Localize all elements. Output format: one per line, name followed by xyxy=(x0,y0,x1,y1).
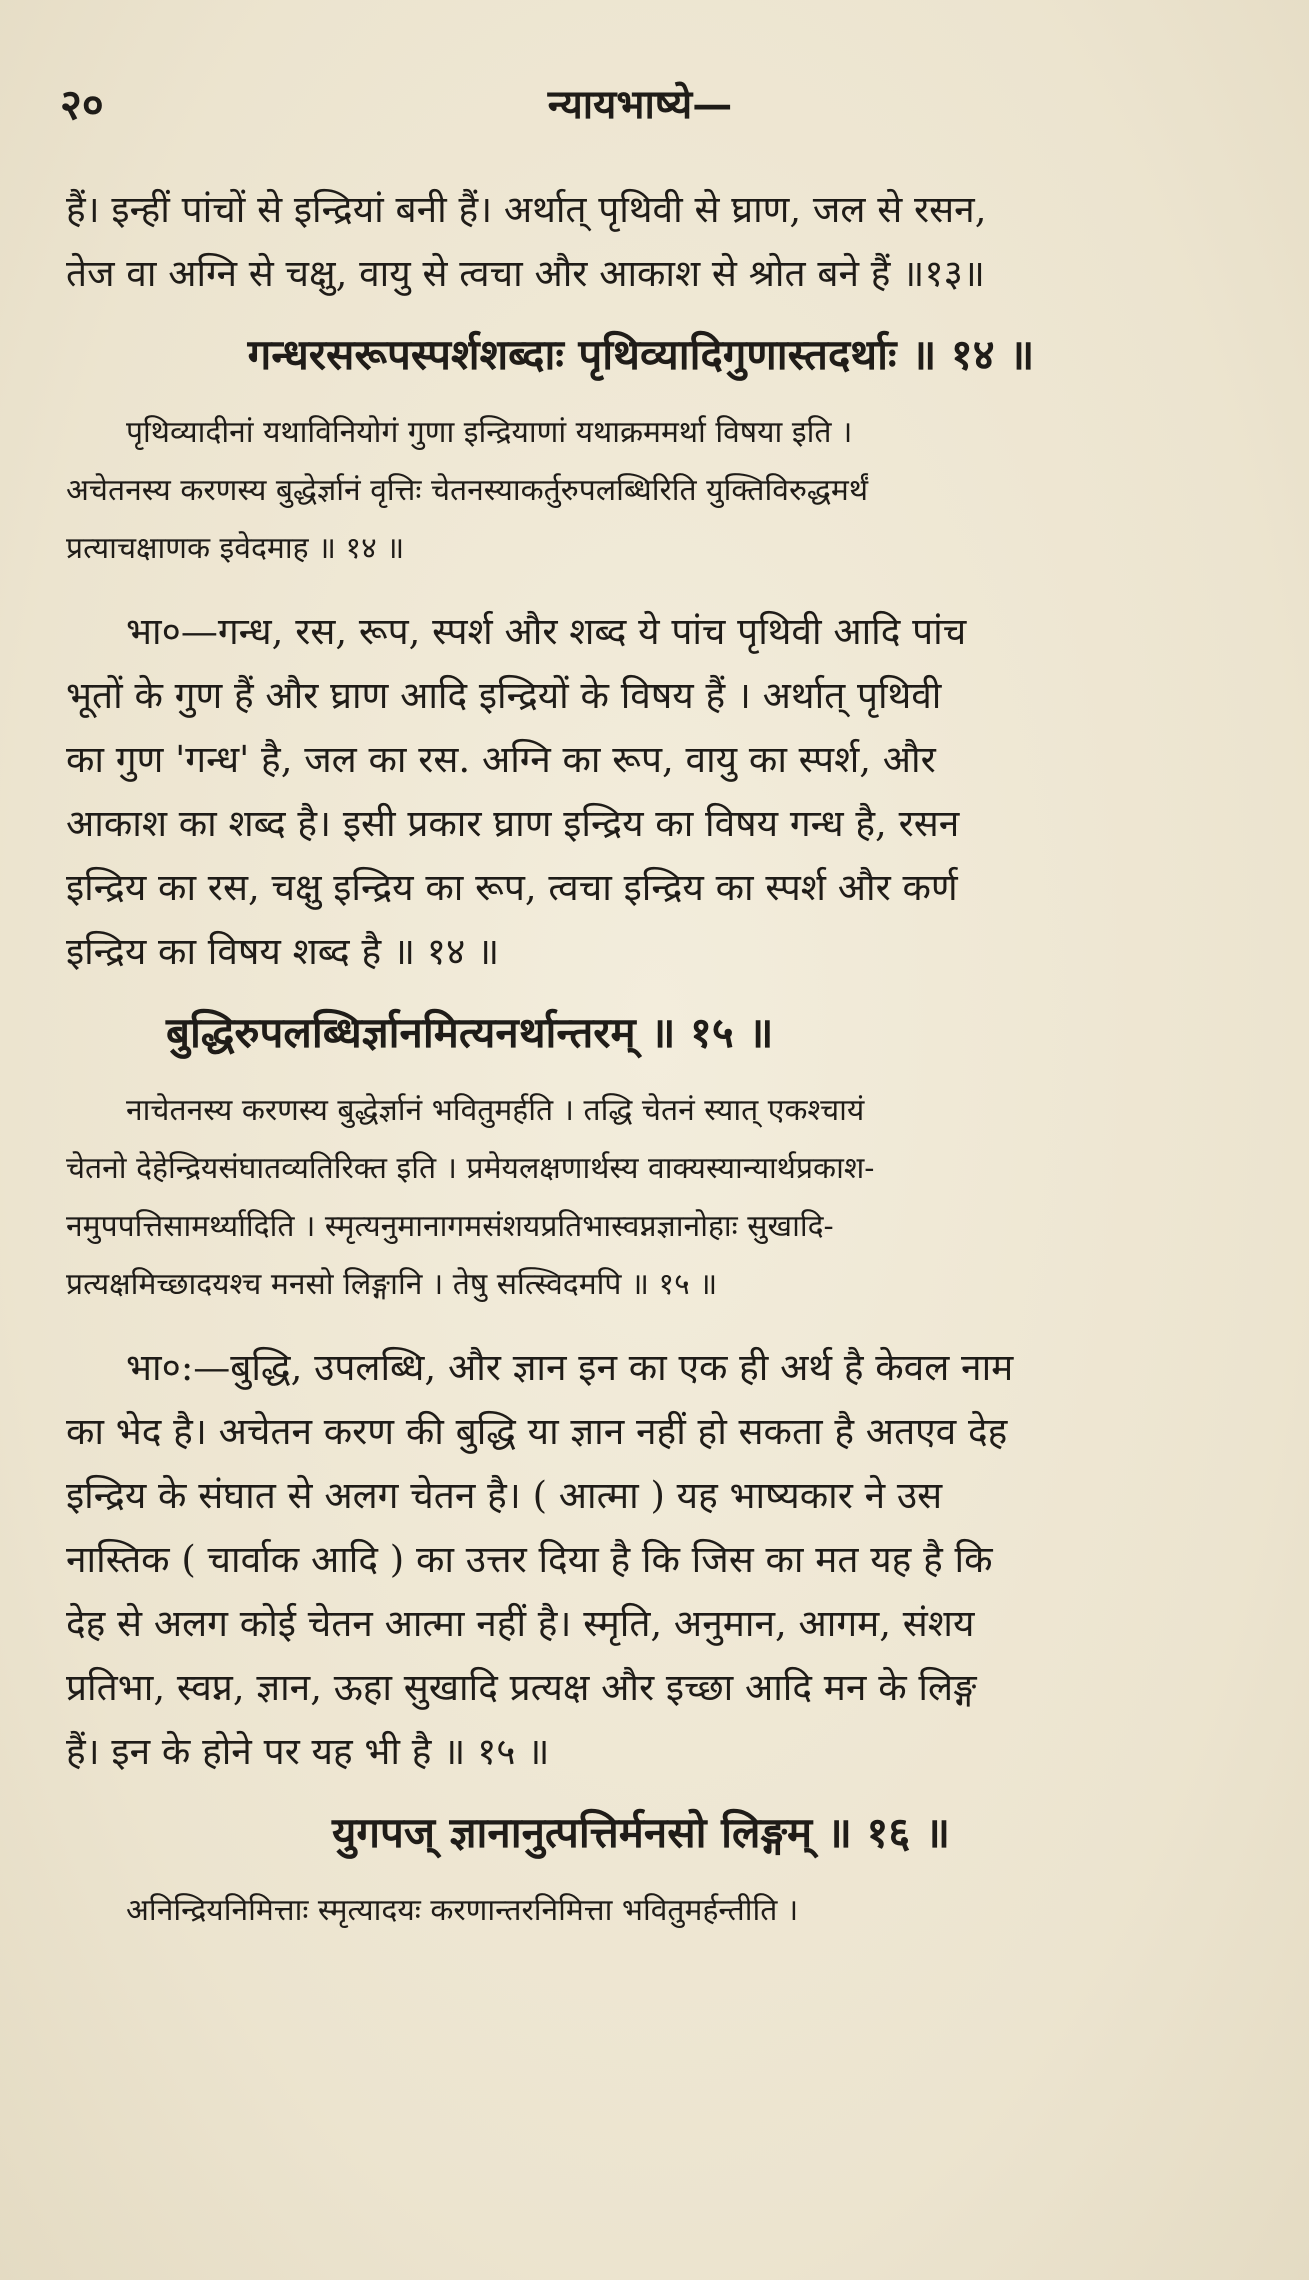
text-line: भा०:—बुद्धि, उपलब्धि, और ज्ञान इन का एक ही अर्थ है केवल नाम xyxy=(126,1346,1014,1389)
text-line: प्रतिभा, स्वप्न, ज्ञान, ऊहा सुखादि प्रत्यक्ष और इच्छा आदि मन के लिङ्ग xyxy=(66,1666,977,1709)
text-line: इन्द्रिय का रस, चक्षु इन्द्रिय का रूप, त्वचा इन्द्रिय का स्पर्श और कर्ण xyxy=(66,866,958,909)
text-line: पृथिव्यादीनां यथाविनियोगं गुणा इन्द्रियाणां यथाक्रममर्था विषया इति । xyxy=(126,415,853,450)
text-line: देह से अलग कोई चेतन आत्मा नहीं है। स्मृति, अनुमान, आगम, संशय xyxy=(66,1602,975,1645)
text-line: इन्द्रिय का विषय शब्द है ॥ १४ ॥ xyxy=(66,930,500,973)
text-line: नाचेतनस्य करणस्य बुद्धेर्ज्ञानं भवितुमर्हति । तद्धि चेतनं स्यात् एकश्चायं xyxy=(126,1093,865,1128)
sanskrit-commentary-16 xyxy=(66,1882,1216,1940)
text-line: अचेतनस्य करणस्य बुद्धेर्ज्ञानं वृत्तिः चेतनस्याकर्तुरुपलब्धिरिति युक्तिविरुद्धमर्थं xyxy=(66,473,868,508)
text-line: का भेद है। अचेतन करण की बुद्धि या ज्ञान नहीं हो सकता है अतएव देह xyxy=(66,1410,1008,1453)
sutra-16: युगपज् ज्ञानानुत्पत्तिर्मनसो लिङ्गम् ॥ १६ ॥ xyxy=(331,1808,951,1857)
text-line: का गुण 'गन्ध' है, जल का रस. अग्नि का रूप, वायु का स्पर्श, और xyxy=(66,738,936,781)
page-body xyxy=(66,178,1216,1940)
page-header xyxy=(60,75,1220,135)
text-line: अनिन्द्रियनिमित्ताः स्मृत्यादयः करणान्तरनिमित्ता भवितुमर्हन्तीति । xyxy=(126,1893,799,1928)
text-line: हैं। इन्हीं पांचों से इन्द्रियां बनी हैं। अर्थात् पृथिवी से घ्राण, जल से रसन, xyxy=(66,188,987,231)
text-line: हैं। इन के होने पर यह भी है ॥ १५ ॥ xyxy=(66,1730,550,1773)
sutra-14: गन्धरसरूपस्पर्शशब्दाः पृथिव्यादिगुणास्तदर्थाः ॥ १४ ॥ xyxy=(247,330,1035,379)
sanskrit-commentary-15 xyxy=(66,1082,1216,1314)
hindi-commentary-15 xyxy=(66,1336,1216,1784)
text-line: इन्द्रिय के संघात से अलग चेतन है। ( आत्मा ) यह भाष्यकार ने उस xyxy=(66,1474,943,1517)
text-line: नमुपपत्तिसामर्थ्यादिति । स्मृत्यनुमानागमसंशयप्रतिभास्वप्नज्ञानोहाः सुखादि- xyxy=(66,1209,834,1244)
text-line: भा०—गन्ध, रस, रूप, स्पर्श और शब्द ये पांच पृथिवी आदि पांच xyxy=(126,610,967,653)
text-line: प्रत्याचक्षाणक इवेदमाह ॥ १४ ॥ xyxy=(66,531,405,566)
sutra-15: बुद्धिरुपलब्धिर्ज्ञानमित्यनर्थान्तरम् ॥ १५ ॥ xyxy=(166,1008,774,1057)
text-line: आकाश का शब्द है। इसी प्रकार घ्राण इन्द्रिय का विषय गन्ध है, रसन xyxy=(66,802,960,845)
text-line: चेतनो देहेन्द्रियसंघातव्यतिरिक्त इति । प्रमेयलक्षणार्थस्य वाक्यस्यान्यार्थप्रकाश- xyxy=(66,1151,875,1186)
text-line: तेज वा अग्नि से चक्षु, वायु से त्वचा और आकाश से श्रोत बने हैं ॥१३॥ xyxy=(66,252,985,295)
text-line: प्रत्यक्षमिच्छादयश्च मनसो लिङ्गानि । तेषु सत्स्विदमपि ॥ १५ ॥ xyxy=(66,1267,718,1302)
running-title: न्यायभाष्ये— xyxy=(547,81,733,128)
sanskrit-commentary-14 xyxy=(66,404,1216,578)
text-line: भूतों के गुण हैं और घ्राण आदि इन्द्रियों के विषय हैं । अर्थात् पृथिवी xyxy=(66,674,942,717)
text-line: नास्तिक ( चार्वाक आदि ) का उत्तर दिया है कि जिस का मत यह है कि xyxy=(66,1538,993,1581)
hindi-paragraph-13-end xyxy=(66,178,1216,306)
hindi-commentary-14 xyxy=(66,600,1216,984)
page-number: २० xyxy=(60,80,104,129)
